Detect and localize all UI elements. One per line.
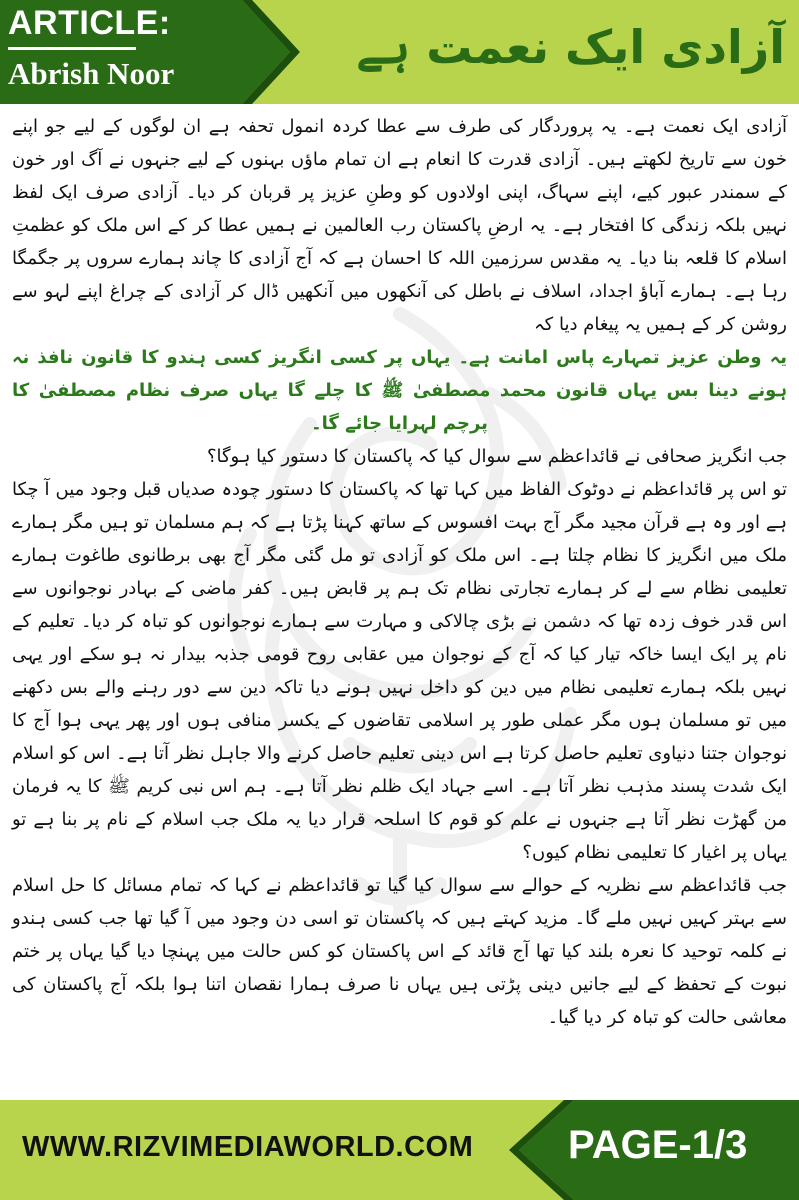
author-name: Abrish Noor — [8, 56, 175, 91]
paragraph-question: جب انگریز صحافی نے قائداعظم سے سوال کیا کہ پاکستان کا دستور کیا ہوگا؟ — [206, 446, 787, 467]
highlighted-quote: یہ وطن عزیز تمہارے پاس امانت ہے۔ یہاں پر کسی انگریز کسی ہندو کا قانون نافذ نہ ہونے دینا بس یہاں قانون محمد مصطفیٰ ﷺ کا چلے گا یہاں صرف نظام مصطفیٰ کا پرچم لہرایا جائے گا۔ — [12, 347, 787, 434]
label-underline — [8, 47, 136, 50]
website-link[interactable]: WWW.RIZVIMEDIAWORLD.COM — [22, 1131, 474, 1163]
paragraph-constitution: تو اس پر قائداعظم نے دوٹوک الفاظ میں کہا تھا کہ پاکستان کا دستور چودہ صدیاں قبل وجود میں آ چکا ہے اور وہ ہے قرآن مجید مگر آج بہت افسوس کے ساتھ کہنا پڑتا ہے کہ ہم مسلمان تو ہیں مگر ہمارے ملک میں انگریز کا نظام چلتا ہے۔ اس ملک کو آزادی تو مل گئی مگر آج بھی برطانوی طاغوت ہمارے تعلیمی نظام سے لے کر ہمارے تجارتی نظام تک ہم پر قابض ہیں۔ کفر ماضی کے بہادر نوجوانوں سے اس قدر خوف زدہ تھا کہ دشمن نے بڑی چالاکی و مہارت سے ہمارے نوجوانوں کو تباہ کر دیا۔ تعلیم کے نام پر ایک ایسا خاکہ تیار کیا کہ آج کے نوجوان میں عقابی روح قومی جذبہ بیدار نہ ہو سکے اور یہی نہیں بلکہ ہمارے تعلیمی نظام میں دین کو داخل نہیں ہونے دیا تاکہ دین سے دور رہنے والے بس دکھنے میں تو مسلمان ہوں مگر عملی طور پر اسلامی تقاضوں کے یکسر منافی ہوں اور پھر یہی ہوا آج کا نوجوان جتنا دنیاوی تعلیم حاصل کرتا ہے اس دینی تعلیم حاصل کرنے والا جاہل نظر آتا ہے۔ اس کو اسلام ایک شدت پسند مذہب نظر آتا ہے۔ اسے جہاد ایک ظلم نظر آتا ہے۔ ہم اس نبی کریم ﷺ کا یہ فرمان من گھڑت نظر آتا ہے جنہوں نے علم کو قوم کا اسلحہ قرار دیا یہ ملک جب اسلام کے نام پر بنا ہے تو یہاں پر اغیار کا تعلیمی نظام کیوں؟ — [12, 479, 787, 863]
article-body — [0, 104, 799, 1100]
article-label: ARTICLE: — [8, 4, 171, 42]
paragraph-ideology: جب قائداعظم سے نظریہ کے حوالے سے سوال کیا گیا تو قائداعظم نے کہا کہ تمام مسائل کا حل اسلام سے بہتر کہیں نہیں ملے گا۔ مزید کہتے ہیں کہ پاکستان تو اسی دن وجود میں آ گیا تھا جب کسی ہندو نے کلمہ توحید کا نعرہ بلند کیا تھا آج قائد کے اس پاکستان کو کس حالت میں پہنچا دیا گیا یہاں پر ختم نبوت کے تحفظ کے لیے جانیں دینی پڑتی ہیں یہاں نا صرف ہمارا نقصان اتنا ہوا بلکہ آج پاکستان کی معاشی حالت کو تباہ کر دیا گیا۔ — [12, 875, 788, 1028]
article-text — [12, 110, 787, 1034]
paragraph-intro: آزادی ایک نعمت ہے۔ یہ پروردگار کی طرف سے عطا کردہ انمول تحفہ ہے ان لوگوں کے لیے جو اپنے خون سے تاریخ لکھتے ہیں۔ آزادی قدرت کا انعام ہے ان تمام ماؤں بہنوں کے لیے جنہوں نے آگ اور خون کے سمندر عبور کیے، اپنے سہاگ، اپنی اولادوں کو وطنِ عزیز پر قربان کر دیا۔ آزادی صرف ایک لفظ نہیں بلکہ زندگی کا افتخار ہے۔ یہ ارضِ پاکستان رب العالمین نے ہمیں عطا کر کے اس ملک کو عظمتِ اسلام کا قلعہ بنا دیا۔ یہ مقدس سرزمین اللہ کا احسان ہے کہ آج آزادی کا چاند ہمارے سروں پر جگمگا رہا ہے۔ ہمارے آباؤ اجداد، اسلاف نے باطل کی آنکھوں میں آنکھیں ڈال کر آزادی کے چراغ اپنے لہو سے روشن کر کے ہمیں یہ پیغام دیا کہ — [12, 116, 787, 335]
article-title: آزادی ایک نعمت ہے — [356, 20, 785, 74]
page-number: PAGE-1/3 — [568, 1123, 748, 1167]
